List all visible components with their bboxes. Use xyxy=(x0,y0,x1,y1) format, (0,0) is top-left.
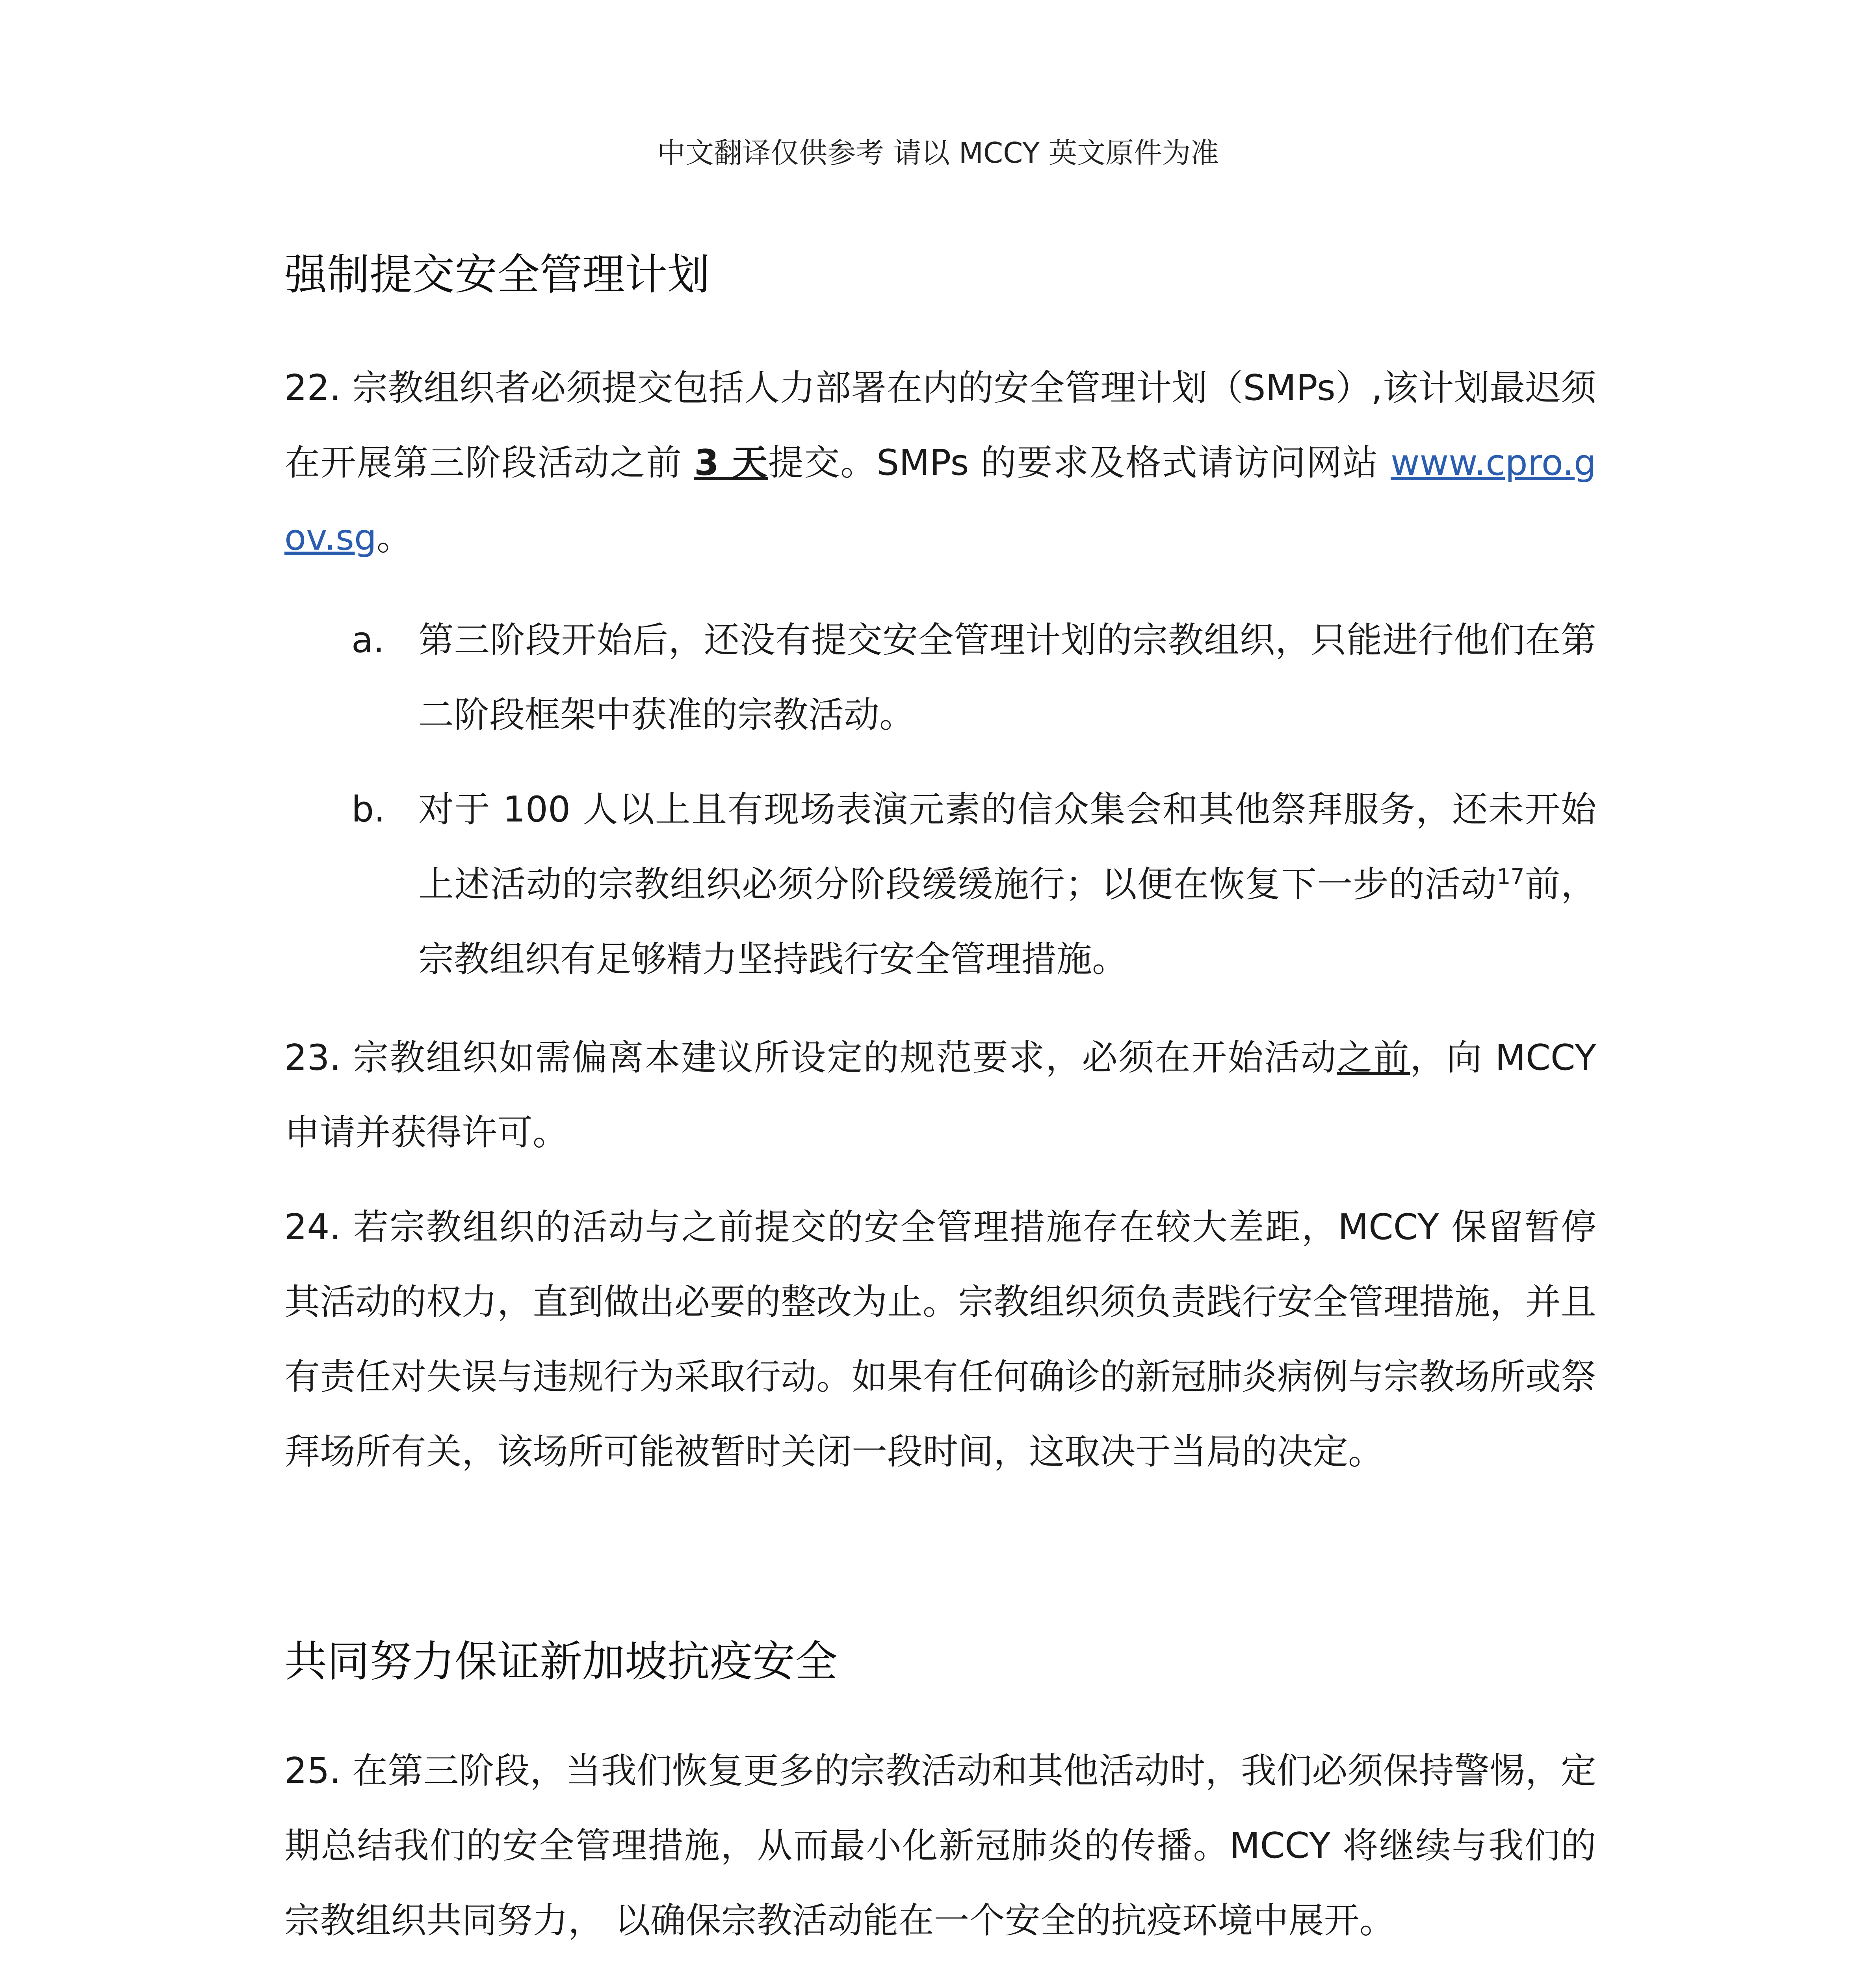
item-b-text-1: 对于 100 人以上且有现场表演元素的信众集会和其他祭拜服务，还未开始上述活动的宗教组织必须分阶段缓缓施行；以便在恢复下一步的活动 xyxy=(418,789,1596,905)
p23-underlined-before: 之前 xyxy=(1337,1037,1410,1078)
list-item-b-text xyxy=(418,772,1596,997)
p23-text-2: ，向 MCCY 申请并获得许可。 xyxy=(284,1037,1596,1153)
item-b-text-2: 前，宗教组织有足够精力坚持践行安全管理措施。 xyxy=(418,864,1596,980)
p22-days-deadline: 3 天 xyxy=(694,442,768,483)
paragraph-23 xyxy=(284,1020,1596,1170)
p22-text-3: 。 xyxy=(376,517,412,558)
list-item-a xyxy=(351,603,1596,753)
translation-note: 中文翻译仅供参考 请以 MCCY 英文原件为准 xyxy=(657,136,1219,169)
p22-text-2: 提交。SMPs 的要求及格式请访问网站 xyxy=(768,442,1391,483)
list-item-b xyxy=(351,772,1596,997)
p22-text-1: 22. 宗教组织者必须提交包括人力部署在内的安全管理计划（SMPs）,该计划最迟须在开展第三阶段活动之前 xyxy=(284,367,1596,483)
cpro-website-link[interactable]: www.cpro.gov.sg xyxy=(284,442,1596,558)
list-marker-a: a. xyxy=(351,619,384,661)
paragraph-25: 25. 在第三阶段，当我们恢复更多的宗教活动和其他活动时，我们必须保持警惕，定期总结我们的安全管理措施，从而最小化新冠肺炎的传播。MCCY 将继续与我们的宗教组织共同努力， 以确保宗教活动能在一个安全的抗疫环境中展开。 xyxy=(284,1750,1596,1941)
p23-text-1: 23. 宗教组织如需偏离本建议所设定的规范要求，必须在开始活动 xyxy=(284,1037,1337,1078)
footnote-ref-17[interactable]: 17 xyxy=(1497,864,1525,889)
list-marker-b: b. xyxy=(351,789,385,830)
paragraph-22 xyxy=(284,351,1596,575)
list-item-a-text: 第三阶段开始后，还没有提交安全管理计划的宗教组织，只能进行他们在第二阶段框架中获准的宗教活动。 xyxy=(418,619,1596,736)
section-heading-together: 共同努力保证新加坡抗疫安全 xyxy=(284,1637,838,1686)
paragraph-24: 24. 若宗教组织的活动与之前提交的安全管理措施存在较大差距，MCCY 保留暂停其活动的权力，直到做出必要的整改为止。宗教组织须负责践行安全管理措施，并且有责任对失误与违规行为采取行动。如果有任何确诊的新冠肺炎病例与宗教场所或祭拜场所有关，该场所可能被暂时关闭一段时间，这取决于当局的决定。 xyxy=(284,1206,1596,1472)
section-heading-smp: 强制提交安全管理计划 xyxy=(284,250,710,299)
